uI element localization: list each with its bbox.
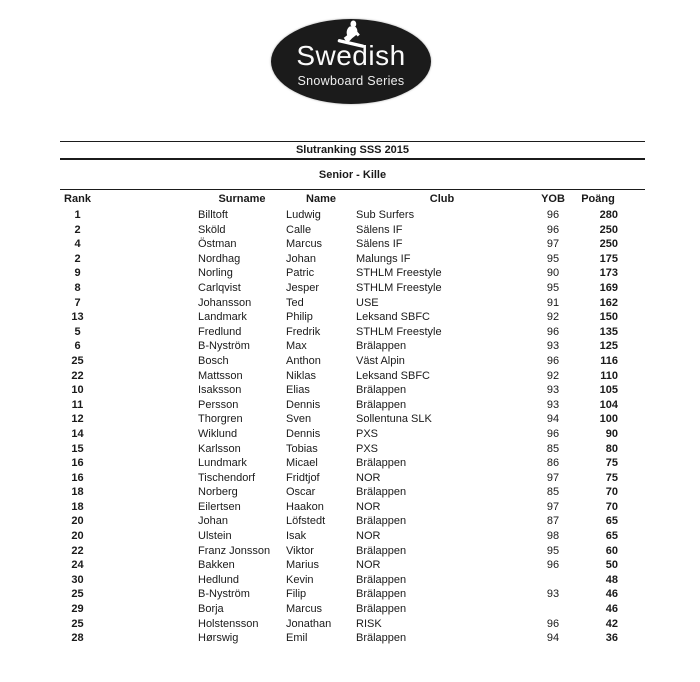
yob-cell: 96 (546, 427, 560, 440)
surname-cell: Ulstein (198, 530, 232, 543)
club-cell: NOR (356, 559, 381, 572)
poang-cell: 100 (599, 413, 618, 426)
table-row (60, 339, 645, 354)
name-cell: Viktor (286, 544, 314, 557)
club-cell: Brälappen (356, 384, 407, 397)
club-cell: Sollentuna SLK (356, 413, 432, 426)
table-row (60, 296, 645, 311)
poang-cell: 90 (605, 427, 618, 440)
yob-cell: 96 (546, 617, 560, 630)
name-cell: Niklas (286, 369, 316, 382)
table-row (60, 281, 645, 296)
rank-cell: 25 (71, 354, 84, 367)
yob-cell: 92 (546, 369, 560, 382)
table-row (60, 252, 645, 267)
yob-cell: 87 (546, 515, 560, 528)
surname-cell: Hørswig (198, 632, 239, 645)
table-row (60, 354, 645, 369)
table-header-row (60, 190, 645, 208)
club-cell: Leksand SBFC (356, 369, 430, 382)
document-title: Slutranking SSS 2015 (60, 141, 645, 160)
rank-cell: 18 (71, 500, 84, 513)
surname-cell: Fredlund (198, 325, 242, 338)
yob-cell: 94 (546, 413, 560, 426)
club-cell: Brälappen (356, 588, 407, 601)
poang-cell: 46 (605, 588, 618, 601)
table-row (60, 398, 645, 413)
name-cell: Haakon (286, 500, 324, 513)
surname-cell: Tischendorf (198, 471, 256, 484)
club-cell: Brälappen (356, 573, 407, 586)
poang-cell: 105 (599, 384, 618, 397)
surname-cell: Johan (198, 515, 228, 528)
poang-cell: 75 (605, 471, 618, 484)
surname-cell: Thorgren (198, 413, 243, 426)
rank-cell: 22 (71, 544, 84, 557)
rank-cell: 18 (71, 486, 84, 499)
yob-cell: 95 (546, 252, 560, 265)
name-cell: Kevin (286, 573, 314, 586)
table-row (60, 237, 645, 252)
club-cell: STHLM Freestyle (356, 281, 442, 294)
yob-cell: 97 (546, 238, 560, 251)
table-row (60, 310, 645, 325)
name-cell: Elias (286, 384, 310, 397)
rank-cell: 28 (71, 632, 84, 645)
poang-cell: 75 (605, 457, 618, 470)
yob-cell: 97 (546, 471, 560, 484)
surname-cell: Nordhag (198, 252, 241, 265)
club-cell: RISK (356, 617, 382, 630)
club-cell: Brälappen (356, 515, 407, 528)
rank-cell: 2 (74, 252, 81, 265)
table-row (60, 471, 645, 486)
table-row (60, 325, 645, 340)
rank-cell: 5 (74, 325, 81, 338)
club-cell: Sälens IF (356, 223, 403, 236)
logo-title: Swedish (296, 40, 406, 71)
name-cell: Dennis (286, 427, 321, 440)
rank-cell: 7 (74, 296, 81, 309)
surname-cell: Mattsson (198, 369, 243, 382)
column-header-name: Name (306, 193, 336, 205)
club-cell: Malungs IF (356, 252, 411, 265)
name-cell: Ludwig (286, 209, 321, 221)
table-row (60, 383, 645, 398)
surname-cell: Bosch (198, 354, 229, 367)
name-cell: Jesper (286, 281, 320, 294)
name-cell: Micael (286, 457, 318, 470)
poang-cell: 250 (599, 223, 618, 236)
name-cell: Ted (286, 296, 304, 309)
name-cell: Patric (286, 267, 315, 280)
surname-cell: Isaksson (198, 384, 242, 397)
rank-cell: 25 (71, 617, 84, 630)
yob-cell: 96 (546, 559, 560, 572)
table-row (60, 587, 645, 602)
surname-cell: Norberg (198, 486, 238, 499)
rank-cell: 14 (71, 427, 84, 440)
poang-cell: 36 (605, 632, 618, 645)
yob-cell: 96 (546, 325, 560, 338)
yob-cell: 96 (546, 354, 560, 367)
yob-cell: 95 (546, 281, 560, 294)
table-row (60, 223, 645, 238)
poang-cell: 175 (599, 252, 618, 265)
poang-cell: 125 (599, 340, 618, 353)
table-row (60, 558, 645, 573)
poang-cell: 70 (605, 500, 618, 513)
poang-cell: 150 (599, 311, 618, 324)
name-cell: Marcus (286, 238, 323, 251)
table-row (60, 631, 645, 646)
poang-cell: 80 (605, 442, 618, 455)
surname-cell: Eilertsen (198, 500, 241, 513)
name-cell: Max (286, 340, 307, 353)
club-cell: STHLM Freestyle (356, 325, 442, 338)
club-cell: NOR (356, 530, 381, 543)
club-cell: USE (356, 296, 379, 309)
category-subtitle: Senior - Kille (60, 160, 645, 190)
yob-cell: 96 (546, 209, 560, 221)
rank-cell: 20 (71, 530, 84, 543)
poang-cell: 46 (605, 603, 618, 616)
poang-cell: 116 (600, 354, 618, 367)
surname-cell: Carlqvist (198, 281, 241, 294)
surname-cell: Persson (198, 398, 239, 411)
club-cell: STHLM Freestyle (356, 267, 442, 280)
surname-cell: Norling (198, 267, 233, 280)
table-row (60, 602, 645, 617)
rank-cell: 12 (71, 413, 84, 426)
rank-cell: 4 (74, 238, 81, 251)
table-row (60, 427, 645, 442)
yob-cell: 92 (546, 311, 560, 324)
table-row (60, 514, 645, 529)
yob-cell: 85 (546, 486, 560, 499)
ranking-sheet (60, 141, 645, 646)
poang-cell: 65 (605, 515, 618, 528)
poang-cell: 60 (605, 544, 618, 557)
name-cell: Philip (286, 311, 313, 324)
name-cell: Dennis (286, 398, 321, 411)
surname-cell: B-Nyström (198, 340, 250, 353)
rank-cell: 13 (71, 311, 84, 324)
poang-cell: 169 (599, 281, 618, 294)
rank-cell: 1 (74, 209, 81, 221)
yob-cell: 86 (546, 457, 560, 470)
name-cell: Emil (286, 632, 308, 645)
table-row (60, 442, 645, 457)
rank-cell: 8 (74, 281, 81, 294)
surname-cell: Sköld (198, 223, 226, 236)
yob-cell: 93 (546, 588, 560, 601)
poang-cell: 280 (599, 209, 618, 221)
rank-cell: 30 (71, 573, 84, 586)
table-row (60, 266, 645, 281)
column-header-poang: Poäng (581, 193, 615, 205)
table-row (60, 617, 645, 632)
club-cell: Brälappen (356, 398, 407, 411)
name-cell: Tobias (286, 442, 318, 455)
club-cell: Brälappen (356, 340, 407, 353)
name-cell: Anthon (286, 354, 321, 367)
surname-cell: Johansson (198, 296, 252, 309)
surname-cell: Östman (198, 238, 237, 251)
table-row (60, 573, 645, 588)
surname-cell: Hedlund (198, 573, 239, 586)
club-cell: Brälappen (356, 632, 407, 645)
club-cell: NOR (356, 500, 381, 513)
rank-cell: 6 (74, 340, 81, 353)
surname-cell: Bakken (198, 559, 235, 572)
surname-cell: B-Nyström (198, 588, 250, 601)
surname-cell: Lundmark (198, 457, 247, 470)
rank-cell: 2 (74, 223, 81, 236)
club-cell: Brälappen (356, 457, 407, 470)
name-cell: Filip (286, 588, 307, 601)
rank-cell: 25 (71, 588, 84, 601)
surname-cell: Borja (198, 603, 224, 616)
club-cell: Väst Alpin (356, 354, 405, 367)
surname-cell: Landmark (198, 311, 247, 324)
name-cell: Fridtjof (286, 471, 320, 484)
yob-cell: 91 (546, 296, 560, 309)
name-cell: Sven (286, 413, 312, 426)
yob-cell: 94 (546, 632, 560, 645)
table-row (60, 529, 645, 544)
poang-cell: 110 (600, 369, 618, 382)
poang-cell: 104 (599, 398, 618, 411)
yob-cell: 97 (546, 500, 560, 513)
name-cell: Johan (286, 252, 316, 265)
club-cell: Leksand SBFC (356, 311, 430, 324)
poang-cell: 70 (605, 486, 618, 499)
rank-cell: 29 (71, 603, 84, 616)
rank-cell: 24 (71, 559, 84, 572)
poang-cell: 50 (605, 559, 618, 572)
name-cell: Löfstedt (286, 515, 326, 528)
yob-cell: 93 (546, 340, 560, 353)
table-row (60, 369, 645, 384)
table-body (60, 208, 645, 646)
yob-cell: 98 (546, 530, 560, 543)
poang-cell: 65 (605, 530, 618, 543)
poang-cell: 162 (599, 296, 618, 309)
table-row (60, 485, 645, 500)
surname-cell: Franz Jonsson (198, 544, 271, 557)
yob-cell: 95 (546, 544, 560, 557)
table-row (60, 412, 645, 427)
column-header-club: Club (429, 193, 455, 205)
surname-cell: Karlsson (198, 442, 241, 455)
surname-cell: Holstensson (198, 617, 259, 630)
club-cell: Brälappen (356, 603, 407, 616)
name-cell: Marcus (286, 603, 323, 616)
rank-cell: 11 (71, 398, 84, 411)
club-cell: NOR (356, 471, 381, 484)
column-header-surname: Surname (218, 193, 266, 205)
rank-cell: 20 (71, 515, 84, 528)
name-cell: Jonathan (286, 617, 332, 630)
table-row (60, 500, 645, 515)
yob-cell: 93 (546, 398, 560, 411)
table-row (60, 456, 645, 471)
name-cell: Marius (286, 559, 320, 572)
yob-cell: 90 (546, 267, 560, 280)
club-cell: Brälappen (356, 486, 407, 499)
poang-cell: 250 (599, 238, 618, 251)
swedish-snowboard-series-logo (271, 19, 431, 104)
poang-cell: 173 (599, 267, 618, 280)
name-cell: Fredrik (286, 325, 321, 338)
rank-cell: 16 (71, 471, 84, 484)
name-cell: Calle (286, 223, 312, 236)
club-cell: PXS (356, 442, 379, 455)
yob-cell: 93 (546, 384, 560, 397)
table-row (60, 544, 645, 559)
club-cell: Brälappen (356, 544, 407, 557)
column-header-yob: YOB (541, 193, 565, 205)
surname-cell: Wiklund (198, 427, 238, 440)
rank-cell: 22 (71, 369, 84, 382)
yob-cell: 96 (546, 223, 560, 236)
column-header-rank: Rank (64, 193, 91, 205)
name-cell: Oscar (286, 486, 316, 499)
logo-subtitle: Snowboard Series (297, 74, 405, 88)
name-cell: Isak (286, 530, 307, 543)
rank-cell: 16 (71, 457, 84, 470)
poang-cell: 42 (605, 617, 618, 630)
poang-cell: 135 (599, 325, 618, 338)
yob-cell: 85 (546, 442, 560, 455)
rank-cell: 10 (71, 384, 84, 397)
club-cell: PXS (356, 427, 379, 440)
surname-cell: Billtoft (198, 209, 228, 221)
table-row (60, 208, 645, 223)
rank-cell: 15 (71, 442, 84, 455)
club-cell: Sälens IF (356, 238, 403, 251)
rank-cell: 9 (74, 267, 81, 280)
poang-cell: 48 (605, 573, 618, 586)
club-cell: Sub Surfers (356, 209, 415, 221)
